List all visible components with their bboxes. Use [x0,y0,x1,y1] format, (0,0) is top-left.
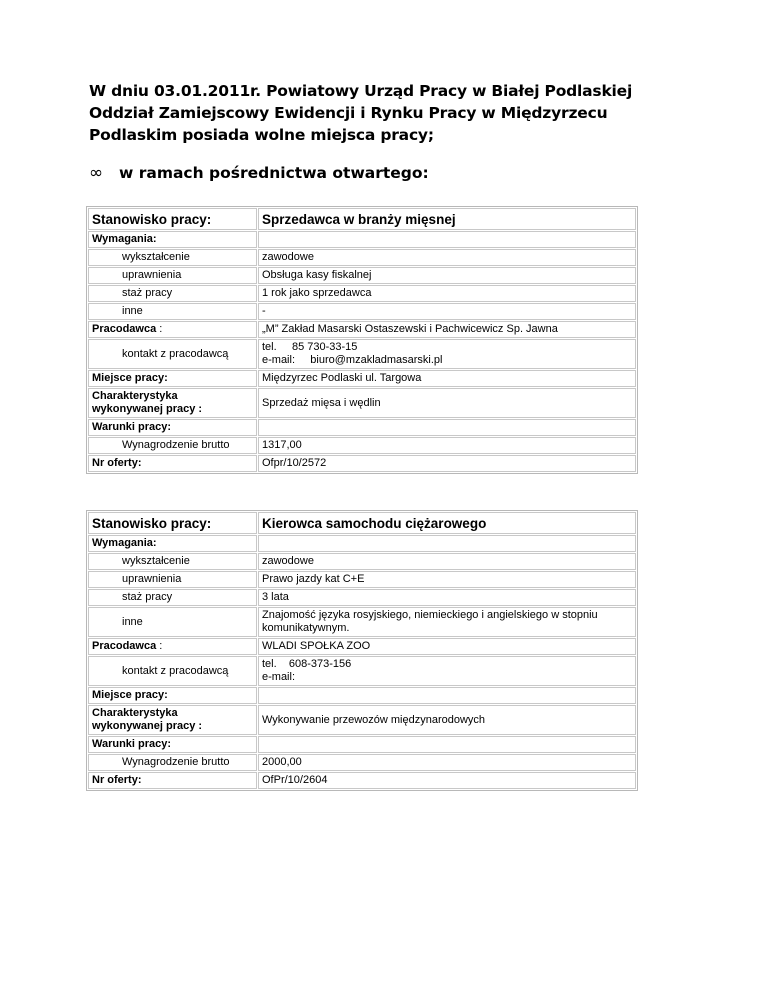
position-label: Stanowisko pracy: [88,208,257,230]
workplace-label: Miejsce pracy: [88,370,257,387]
table-row [88,437,636,454]
salary-value: 2000,00 [258,754,636,771]
table-row [88,553,636,570]
characteristics-value: Sprzedaż mięsa i wędlin [258,388,636,418]
table-row [88,512,636,534]
table-row [88,303,636,320]
employer-value: WLADI SPOŁKA ZOO [258,638,636,655]
table-row [88,754,636,771]
conditions-label: Warunki pracy: [88,419,257,436]
characteristics-label: Charakterystyka wykonywanej pracy : [88,705,257,735]
table-row [88,736,636,753]
contact-email: e-mail: biuro@mzakladmasarski.pl [262,354,443,366]
salary-value: 1317,00 [258,437,636,454]
page-heading: W dniu 03.01.2011r. Powiatowy Urząd Pracy w Białej Podlaskiej Oddział Zamiejscowy Ewidencji i Rynku Pracy w Międzyrzecu Podlaskim posiada wolne miejsca pracy; [89,82,633,144]
contact-value [258,656,636,686]
table-row [88,419,636,436]
permissions-value: Obsługa kasy fiskalnej [258,267,636,284]
table-row [88,388,636,418]
education-value: zawodowe [258,553,636,570]
table-row [88,231,636,248]
experience-value: 1 rok jako sprzedawca [258,285,636,302]
table-row [88,687,636,704]
permissions-value: Prawo jazdy kat C+E [258,571,636,588]
employer-value: „M” Zakład Masarski Ostaszewski i Pachwicewicz Sp. Jawna [258,321,636,338]
table-row [88,321,636,338]
other-label: inne [88,607,257,637]
table-row [88,370,636,387]
education-label: wykształcenie [88,553,257,570]
workplace-label: Miejsce pracy: [88,687,257,704]
job-offer-table [86,510,638,791]
conditions-label: Warunki pracy: [88,736,257,753]
other-label: inne [88,303,257,320]
infinity-bullet-icon: ∞ [89,163,104,183]
contact-email: e-mail: [262,671,296,683]
characteristics-value: Wykonywanie przewozów międzynarodowych [258,705,636,735]
requirements-label: Wymagania: [88,231,257,248]
requirements-label: Wymagania: [88,535,257,552]
offer-number-value: OfPr/10/2604 [258,772,636,789]
other-value: Znajomość języka rosyjskiego, niemieckiego i angielskiego w stopniu komunikatywnym. [258,607,636,637]
table-row [88,208,636,230]
table-row [88,705,636,735]
experience-label: staż pracy [88,589,257,606]
contact-phone: tel. 85 730-33-15 [262,341,358,353]
offer-number-value: Ofpr/10/2572 [258,455,636,472]
table-row [88,535,636,552]
salary-label: Wynagrodzenie brutto [88,437,257,454]
table-row [88,656,636,686]
position-value: Kierowca samochodu ciężarowego [258,512,636,534]
job-offer-table [86,206,638,474]
contact-value [258,339,636,369]
table-row [88,607,636,637]
table-row [88,267,636,284]
table-row [88,638,636,655]
permissions-label: uprawnienia [88,267,257,284]
employer-label: Pracodawca : [88,321,257,338]
table-row [88,285,636,302]
contact-label: kontakt z pracodawcą [88,656,257,686]
table-row [88,249,636,266]
workplace-value [258,687,636,704]
workplace-value: Międzyrzec Podlaski ul. Targowa [258,370,636,387]
offer-number-label: Nr oferty: [88,772,257,789]
offer-number-label: Nr oferty: [88,455,257,472]
salary-label: Wynagrodzenie brutto [88,754,257,771]
other-value: - [258,303,636,320]
characteristics-label: Charakterystyka wykonywanej pracy : [88,388,257,418]
experience-value: 3 lata [258,589,636,606]
table-row [88,339,636,369]
employer-label: Pracodawca : [88,638,257,655]
table-row [88,772,636,789]
table-row [88,589,636,606]
position-label: Stanowisko pracy: [88,512,257,534]
table-row [88,571,636,588]
education-value: zawodowe [258,249,636,266]
experience-label: staż pracy [88,285,257,302]
permissions-label: uprawnienia [88,571,257,588]
bullet-line [89,163,429,183]
contact-phone: tel. 608-373-156 [262,658,352,670]
position-value: Sprzedawca w branży mięsnej [258,208,636,230]
table-row [88,455,636,472]
contact-label: kontakt z pracodawcą [88,339,257,369]
education-label: wykształcenie [88,249,257,266]
bullet-text: w ramach pośrednictwa otwartego: [119,164,429,182]
